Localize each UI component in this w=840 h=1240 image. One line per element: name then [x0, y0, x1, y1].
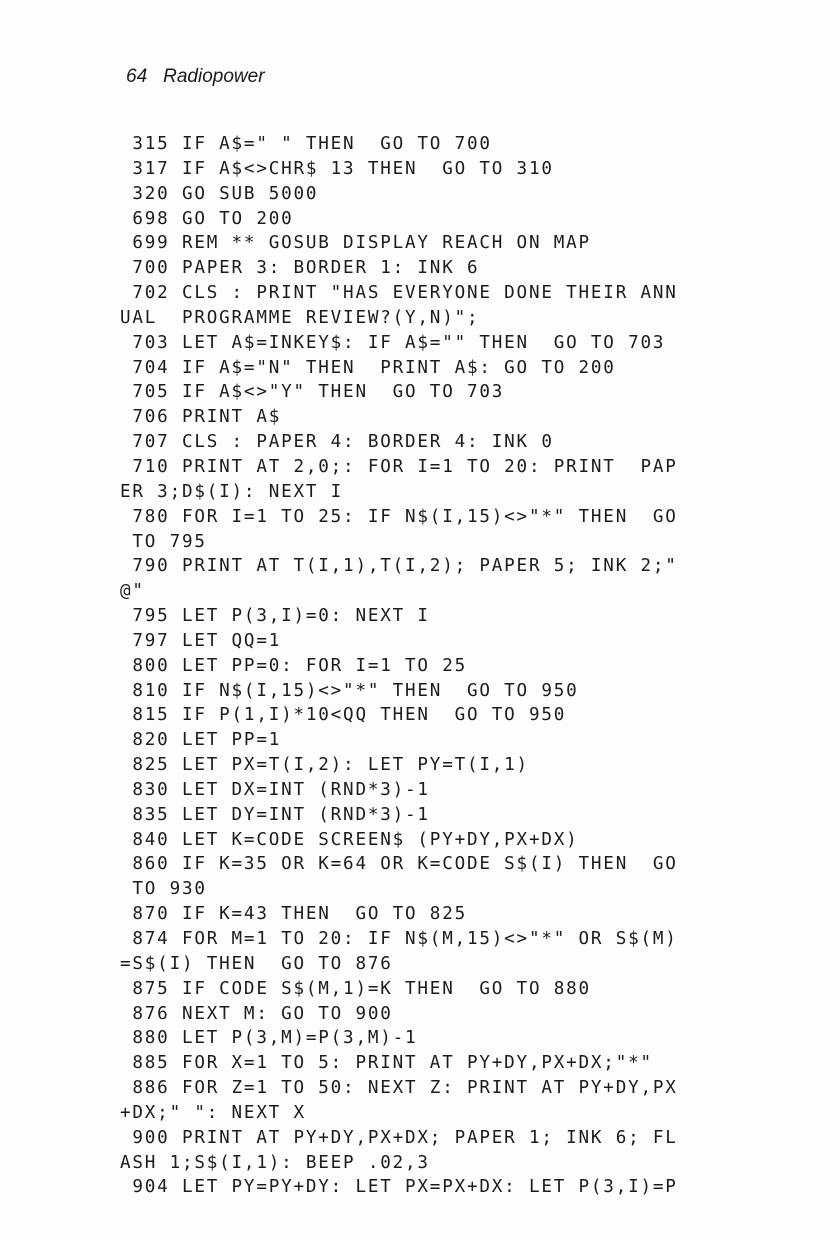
code-line: =S$(I) THEN GO TO 876 — [120, 953, 393, 974]
code-line: 860 IF K=35 OR K=64 OR K=CODE S$(I) THEN GO — [120, 854, 678, 875]
code-line: 780 FOR I=1 TO 25: IF N$(I,15)<>"*" THEN GO — [120, 506, 678, 527]
code-line: 790 PRINT AT T(I,1),T(I,2); PAPER 5; INK 2;" — [120, 556, 678, 577]
code-line: 815 IF P(1,I)*10<QQ THEN GO TO 950 — [120, 705, 567, 726]
code-line: 320 GO SUB 5000 — [120, 183, 319, 204]
code-line: 706 PRINT A$ — [120, 407, 282, 428]
code-line: 880 LET P(3,M)=P(3,M)-1 — [120, 1028, 418, 1049]
code-line: 870 IF K=43 THEN GO TO 825 — [120, 904, 467, 925]
code-line: UAL PROGRAMME REVIEW?(Y,N)"; — [120, 307, 480, 328]
code-line: 704 IF A$="N" THEN PRINT A$: GO TO 200 — [120, 357, 616, 378]
code-line: 904 LET PY=PY+DY: LET PX=PX+DX: LET P(3,I)=P — [120, 1177, 678, 1198]
basic-program-listing — [120, 132, 780, 1200]
code-line: 700 PAPER 3: BORDER 1: INK 6 — [120, 258, 480, 279]
code-line: 315 IF A$=" " THEN GO TO 700 — [120, 134, 492, 154]
code-line: 875 IF CODE S$(M,1)=K THEN GO TO 880 — [120, 978, 591, 999]
code-line: ASH 1;S$(I,1): BEEP .02,3 — [120, 1152, 430, 1173]
code-line: 703 LET A$=INKEY$: IF A$="" THEN GO TO 703 — [120, 332, 666, 353]
code-line: 702 CLS : PRINT "HAS EVERYONE DONE THEIR ANN — [120, 283, 678, 304]
code-line: 710 PRINT AT 2,0;: FOR I=1 TO 20: PRINT PAP — [120, 456, 678, 477]
code-line: 830 LET DX=INT (RND*3)-1 — [120, 779, 430, 800]
code-line: 795 LET P(3,I)=0: NEXT I — [120, 606, 430, 627]
code-line: +DX;" ": NEXT X — [120, 1102, 306, 1123]
code-line: 876 NEXT M: GO TO 900 — [120, 1003, 393, 1024]
code-line: 900 PRINT AT PY+DY,PX+DX; PAPER 1; INK 6; FL — [120, 1127, 678, 1148]
code-line: 825 LET PX=T(I,2): LET PY=T(I,1) — [120, 755, 529, 776]
code-line: 874 FOR M=1 TO 20: IF N$(M,15)<>"*" OR S$(M) — [120, 929, 678, 949]
code-line: ER 3;D$(I): NEXT I — [120, 481, 344, 502]
code-line: 810 IF N$(I,15)<>"*" THEN GO TO 950 — [120, 680, 579, 701]
code-line: 705 IF A$<>"Y" THEN GO TO 703 — [120, 382, 505, 403]
code-line: 820 LET PP=1 — [120, 730, 282, 751]
code-line: 840 LET K=CODE SCREEN$ (PY+DY,PX+DX) — [120, 829, 579, 850]
running-head — [126, 66, 265, 88]
code-line: 835 LET DY=INT (RND*3)-1 — [120, 804, 430, 825]
code-line: 698 GO TO 200 — [120, 208, 294, 229]
code-line: 885 FOR X=1 TO 5: PRINT AT PY+DY,PX+DX;"*" — [120, 1053, 653, 1074]
code-line: 800 LET PP=0: FOR I=1 TO 25 — [120, 655, 467, 676]
code-line: 886 FOR Z=1 TO 50: NEXT Z: PRINT AT PY+DY,PX — [120, 1078, 678, 1099]
code-line: @" — [120, 581, 145, 602]
code-line: 317 IF A$<>CHR$ 13 THEN GO TO 310 — [120, 158, 554, 179]
code-line: 707 CLS : PAPER 4: BORDER 4: INK 0 — [120, 432, 554, 453]
code-line: TO 795 — [120, 531, 207, 552]
code-line: TO 930 — [120, 879, 207, 900]
page-number: 64 — [126, 66, 148, 87]
book-title: Radiopower — [163, 66, 265, 87]
code-line: 699 REM ** GOSUB DISPLAY REACH ON MAP — [120, 233, 591, 254]
code-line: 797 LET QQ=1 — [120, 630, 282, 651]
